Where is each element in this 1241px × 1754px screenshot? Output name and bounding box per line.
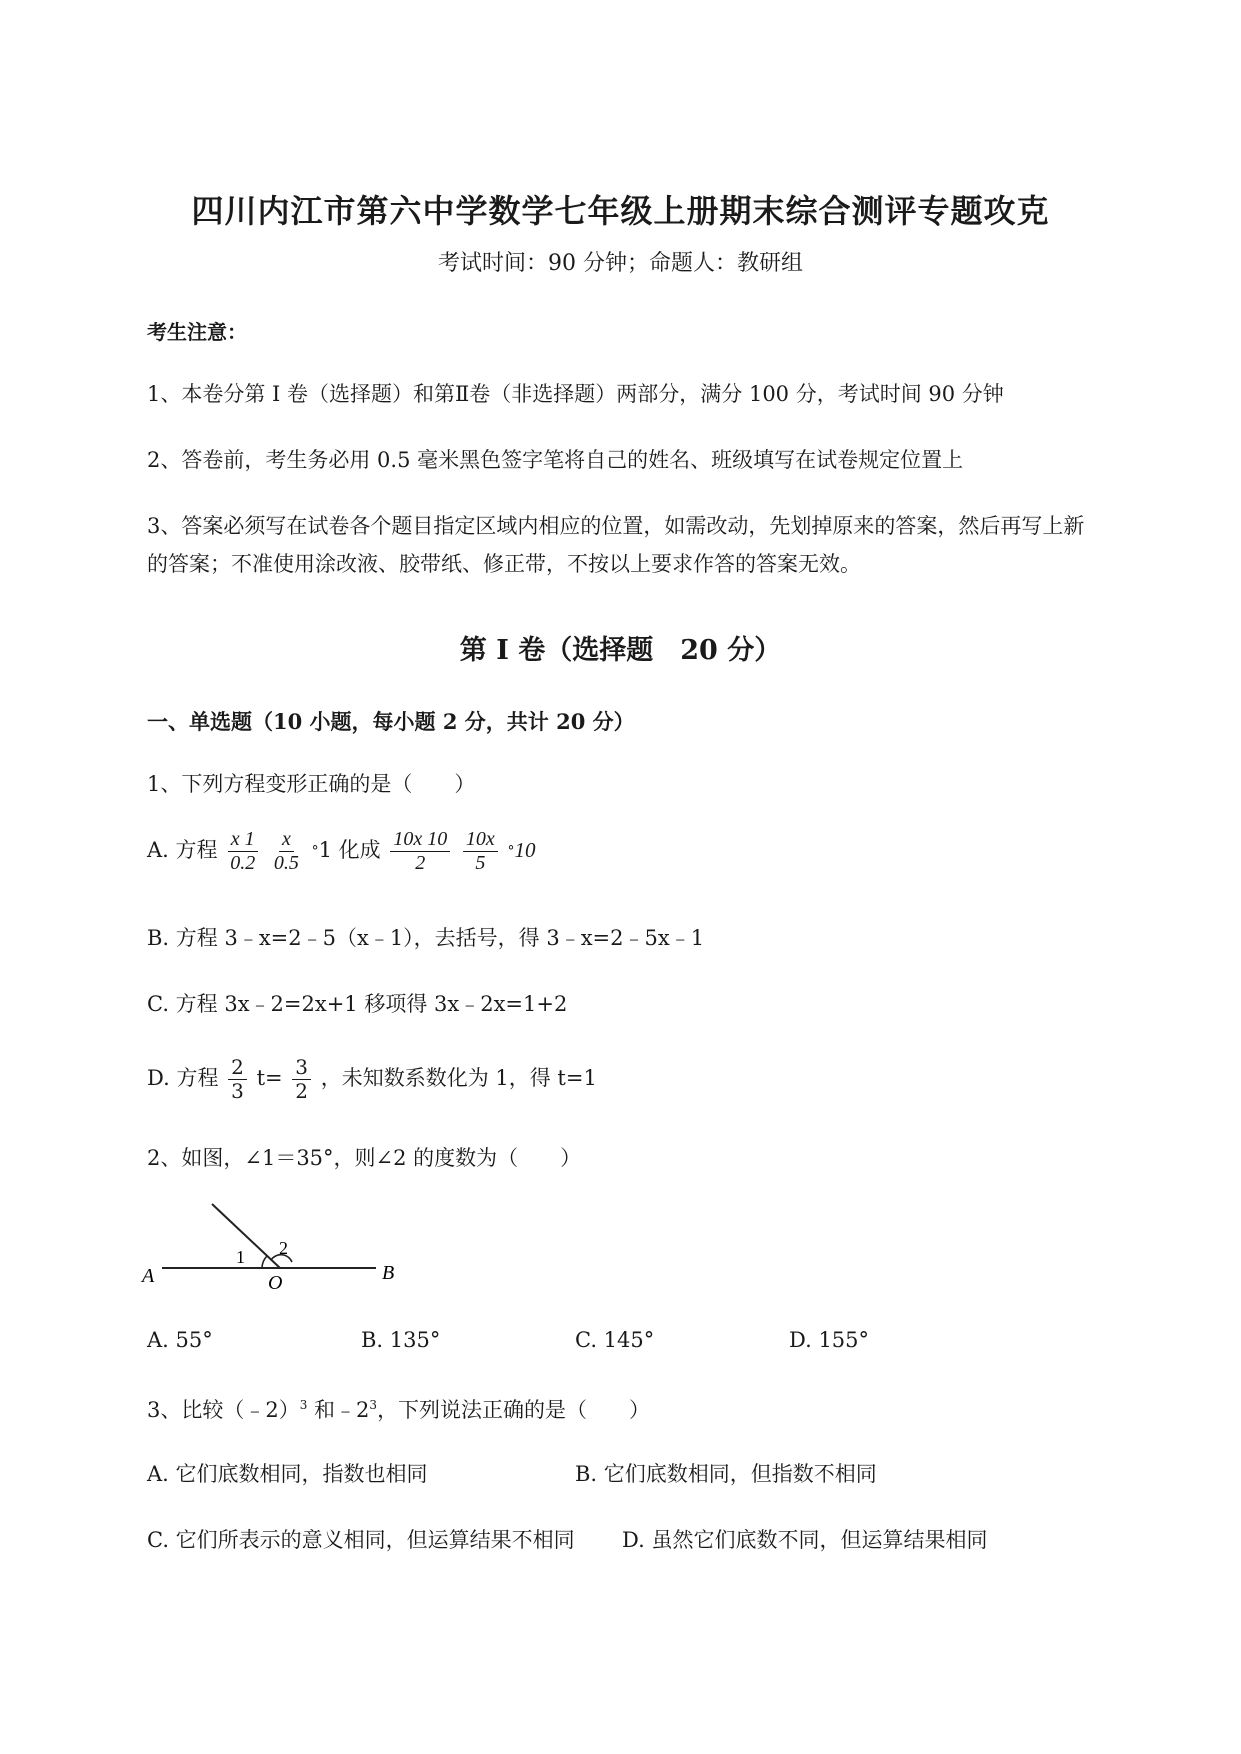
angle-figure [140,1200,420,1300]
notice-heading: 考生注意： [147,320,247,344]
q1-stem: 1、下列方程变形正确的是（ ） [147,772,476,796]
notice-item-3-cont: 的答案；不准使用涂改液、胶带纸、修正带，不按以上要求作答的答案无效。 [147,552,861,576]
q1-option-a: A. 方程 $\frac{x 1}{0.2}$ $\frac{x}{0.5}$ °1 化成 $\frac{10x 10}{2}$ $\frac{10x}{5}$ °10 [147,828,536,874]
q3-option-b: B. 它们底数相同，但指数不相同 [575,1462,877,1486]
angle-2-label: 2 [279,1238,288,1258]
q3-stem: 3、比较（﹣2）$^3$ 和$﹣2^3$，下列说法正确的是（ ） [147,1398,651,1422]
q2-option-a: A. 55° [147,1328,213,1352]
q1-option-c: C. 方程 3x﹣2=2x+1 移项得 3x﹣2x=1+2 [147,992,568,1016]
point-o-label: O [268,1272,283,1294]
option-label: D. [147,1066,170,1090]
equals-glyph: ° [507,843,515,860]
fraction: $\frac{3}{2}$ [292,1056,311,1103]
q3-option-a: A. 它们底数相同，指数也相同 [147,1462,428,1486]
fraction: $\frac{x 1}{0.2}$ [227,828,258,875]
q1-option-b: B. 方程 3﹣x=2﹣5（x﹣1），去括号，得 3﹣x=2﹣5x﹣1 [147,926,705,950]
ray-oc [212,1204,280,1268]
q2-option-c: C. 145° [575,1328,655,1352]
part-heading: 一、单选题（10 小题，每小题 2 分，共计 20 分） [147,709,635,734]
angle-1-label: 1 [236,1247,245,1267]
q2-option-d: D. 155° [789,1328,870,1352]
point-a-label: A [142,1265,155,1287]
q2-option-b: B. 135° [361,1328,441,1352]
notice-item-2: 2、答卷前，考生务必用 0.5 毫米黑色签字笔将自己的姓名、班级填写在试卷规定位置上 [147,448,964,472]
fraction: $\frac{x}{0.5}$ [273,828,299,874]
equals-glyph: ° [311,843,319,860]
point-b-label: B [382,1262,395,1284]
angle-1-arc [262,1256,267,1268]
fraction: $\frac{10x 10}{2}$ [390,828,450,875]
option-label: A. [147,838,169,862]
section-title: 第 I 卷（选择题 20 分） [459,635,782,666]
exam-info: 考试时间：90 分钟；命题人：教研组 [438,251,803,276]
q2-stem: 2、如图，∠1＝35°，则∠2 的度数为（ ） [147,1146,582,1170]
q3-option-c: C. 它们所表示的意义相同，但运算结果不相同 [147,1528,575,1552]
page-title: 四川内江市第六中学数学七年级上册期末综合测评专题攻克 [191,192,1050,230]
notice-item-3: 3、答案必须写在试卷各个题目指定区域内相应的位置，如需改动，先划掉原来的答案，然后再写上新 [147,514,1085,538]
fraction: $\frac{10x}{5}$ [463,828,498,875]
fraction: $\frac{2}{3}$ [228,1056,247,1103]
q1-option-d: D. 方程 $\frac{2}{3}$ t= $\frac{3}{2}$ ，未知数系数化为 1，得 t=1 [147,1055,597,1103]
notice-item-1: 1、本卷分第 I 卷（选择题）和第Ⅱ卷（非选择题）两部分，满分 100 分，考试时间 90 分钟 [147,382,1004,406]
q3-option-d: D. 虽然它们底数不同，但运算结果相同 [622,1528,988,1552]
